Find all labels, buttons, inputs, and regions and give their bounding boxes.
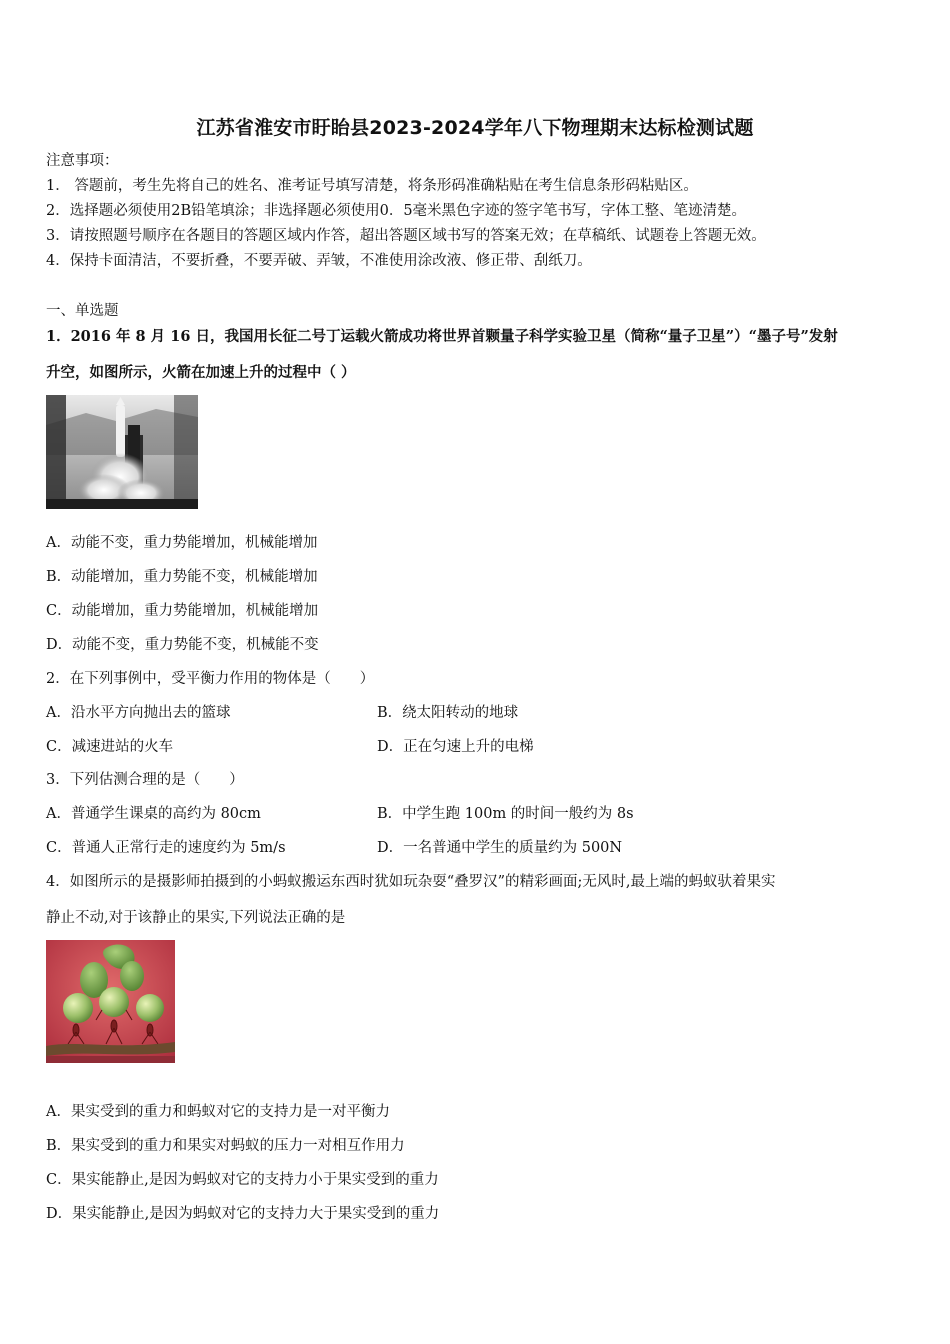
- q4-stem-line2: 静止不动,对于该静止的果实,下列说法正确的是: [46, 910, 346, 926]
- q3-option-d: D．一名普通中学生的质量约为 500N: [377, 840, 623, 856]
- notice-heading: 注意事项：: [46, 153, 119, 169]
- section-heading: 一、单选题: [46, 303, 119, 319]
- notice-item: 2．选择题必须使用2B铅笔填涂；非选择题必须使用0．5毫米黑色字迹的签字笔书写，字体工整、笔迹清楚。: [46, 203, 747, 219]
- q2-option-c: C．减速进站的火车: [46, 739, 174, 755]
- q3-option-b: B．中学生跑 100m 的时间一般约为 8s: [377, 806, 634, 822]
- q1-option-a: A．动能不变，重力势能增加，机械能增加: [46, 535, 318, 551]
- notice-item: 1． 答题前，考生先将自己的姓名、准考证号填写清楚，将条形码准确粘贴在考生信息条形码粘贴区。: [46, 178, 698, 194]
- notice-item: 4．保持卡面清洁，不要折叠，不要弄破、弄皱，不准使用涂改液、修正带、刮纸刀。: [46, 253, 592, 269]
- q4-option-a: A．果实受到的重力和蚂蚁对它的支持力是一对平衡力: [46, 1104, 390, 1120]
- ants-carrying-fruit-photo: [46, 940, 175, 1063]
- q2-option-a: A．沿水平方向抛出去的篮球: [46, 705, 231, 721]
- q4-option-b: B．果实受到的重力和果实对蚂蚁的压力一对相互作用力: [46, 1138, 405, 1154]
- q4-option-c: C．果实能静止,是因为蚂蚁对它的支持力小于果实受到的重力: [46, 1172, 439, 1188]
- q2-option-b: B．绕太阳转动的地球: [377, 705, 519, 721]
- q1-option-b: B．动能增加，重力势能不变，机械能增加: [46, 569, 318, 585]
- q4-option-d: D．果实能静止,是因为蚂蚁对它的支持力大于果实受到的重力: [46, 1206, 440, 1222]
- notice-item: 3．请按照题号顺序在各题目的答题区域内作答，超出答题区域书写的答案无效；在草稿纸、试题卷上答题无效。: [46, 228, 766, 244]
- q3-option-c: C．普通人正常行走的速度约为 5m/s: [46, 840, 286, 856]
- q2-stem: 2．在下列事例中，受平衡力作用的物体是（ ）: [46, 671, 375, 687]
- q2-option-d: D．正在匀速上升的电梯: [377, 739, 534, 755]
- q1-stem-line2: 升空，如图所示，火箭在加速上升的过程中（ ）: [46, 364, 356, 381]
- q4-stem-line1: 4．如图所示的是摄影师拍摄到的小蚂蚁搬运东西时犹如玩杂耍“叠罗汉”的精彩画面;无风时,最上端的蚂蚁驮着果实: [46, 874, 776, 890]
- q3-option-a: A．普通学生课桌的高约为 80cm: [46, 806, 261, 822]
- rocket-launch-photo: [46, 395, 198, 509]
- page-title: 江苏省淮安市盱眙县2023-2024学年八下物理期末达标检测试题: [196, 117, 754, 139]
- q3-stem: 3．下列估测合理的是（ ）: [46, 772, 244, 788]
- q1-option-d: D．动能不变，重力势能不变，机械能不变: [46, 637, 319, 653]
- q1-stem-line1: 1．2016 年 8 月 16 日，我国用长征二号丁运载火箭成功将世界首颗量子科学实验卫星（简称“量子卫星”）“墨子号”发射: [46, 328, 838, 345]
- q1-option-c: C．动能增加，重力势能增加，机械能增加: [46, 603, 319, 619]
